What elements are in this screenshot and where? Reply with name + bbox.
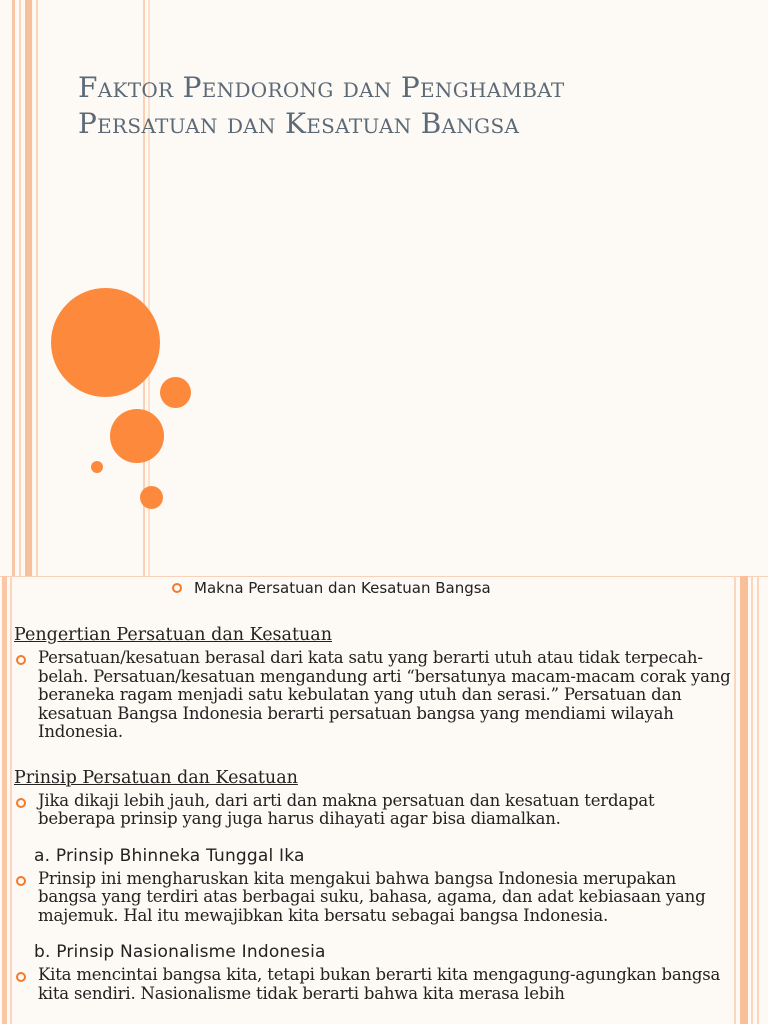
decor-stripe: [734, 576, 736, 1024]
section-subheading: a. Prinsip Bhinneka Tunggal Ika: [34, 845, 305, 866]
bullet-icon: [16, 876, 26, 886]
bullet-icon: [172, 583, 182, 593]
section-paragraph: [14, 870, 734, 926]
slide-title-line2: Persatuan dan Kesatuan Bangsa: [78, 107, 520, 140]
slide-title: [78, 70, 758, 142]
decor-stripe: [19, 0, 21, 576]
decor-stripe: [36, 0, 38, 576]
decor-stripe: [751, 576, 753, 1024]
bullet-icon: [16, 655, 26, 665]
bullet-icon: [16, 798, 26, 808]
paragraph-text: Jika dikaji lebih jauh, dari arti dan makna persatuan dan kesatuan terdapat beberapa prinsip yang juga harus dihayati agar bisa diamalkan.: [38, 790, 655, 828]
slide-body: [14, 624, 734, 1003]
slide-title-line1: Faktor Pendorong dan Penghambat: [78, 71, 565, 104]
section-heading: Prinsip Persatuan dan Kesatuan: [14, 767, 298, 788]
decor-stripe: [12, 0, 15, 576]
section-heading: Pengertian Persatuan dan Kesatuan: [14, 625, 332, 645]
decor-circle-small: [140, 486, 163, 509]
decor-circle-tiny: [91, 461, 103, 473]
slide-subtitle: [172, 579, 491, 597]
paragraph-text: Persatuan/kesatuan berasal dari kata satu yang berarti utuh atau tidak terpecah-belah. Persatuan/kesatuan mengandung arti “bersatunya macam-macam corak yang beraneka ragam menjadi satu kebulatan yang utuh dan serasi.” Persatuan dan kesatuan Bangsa Indonesia berarti persatuan bangsa yang mendiami wilayah Indonesia.: [38, 648, 731, 741]
decor-stripe: [25, 0, 32, 576]
decor-stripe: [2, 576, 7, 1024]
paragraph-text: Prinsip ini mengharuskan kita mengakui bahwa bangsa Indonesia merupakan bangsa yang terdiri atas berbagai suku, bahasa, agama, dan adat kebiasaan yang majemuk. Hal itu mewajibkan kita bersatu sebagai bangsa Indonesia.: [38, 868, 706, 925]
slide-divider: [0, 576, 768, 577]
decor-circle-medium: [110, 409, 164, 463]
decor-circle-small: [160, 377, 191, 408]
decor-stripe: [757, 576, 759, 1024]
paragraph-text: Kita mencintai bangsa kita, tetapi bukan berarti kita mengagung-agungkan bangsa kita sendiri. Nasionalisme tidak berarti bahwa kita merasa lebih: [38, 965, 721, 1003]
section-paragraph: [14, 966, 734, 1003]
content-slide: [0, 576, 768, 1024]
decor-stripe: [10, 576, 12, 1024]
section-paragraph: [14, 792, 734, 829]
section-subheading: b. Prinsip Nasionalisme Indonesia: [34, 942, 326, 962]
section-paragraph: [14, 649, 734, 742]
slide-subtitle-text: Makna Persatuan dan Kesatuan Bangsa: [194, 579, 491, 597]
decor-circle-large: [51, 288, 160, 397]
decor-stripe: [740, 576, 748, 1024]
bullet-icon: [16, 972, 26, 982]
